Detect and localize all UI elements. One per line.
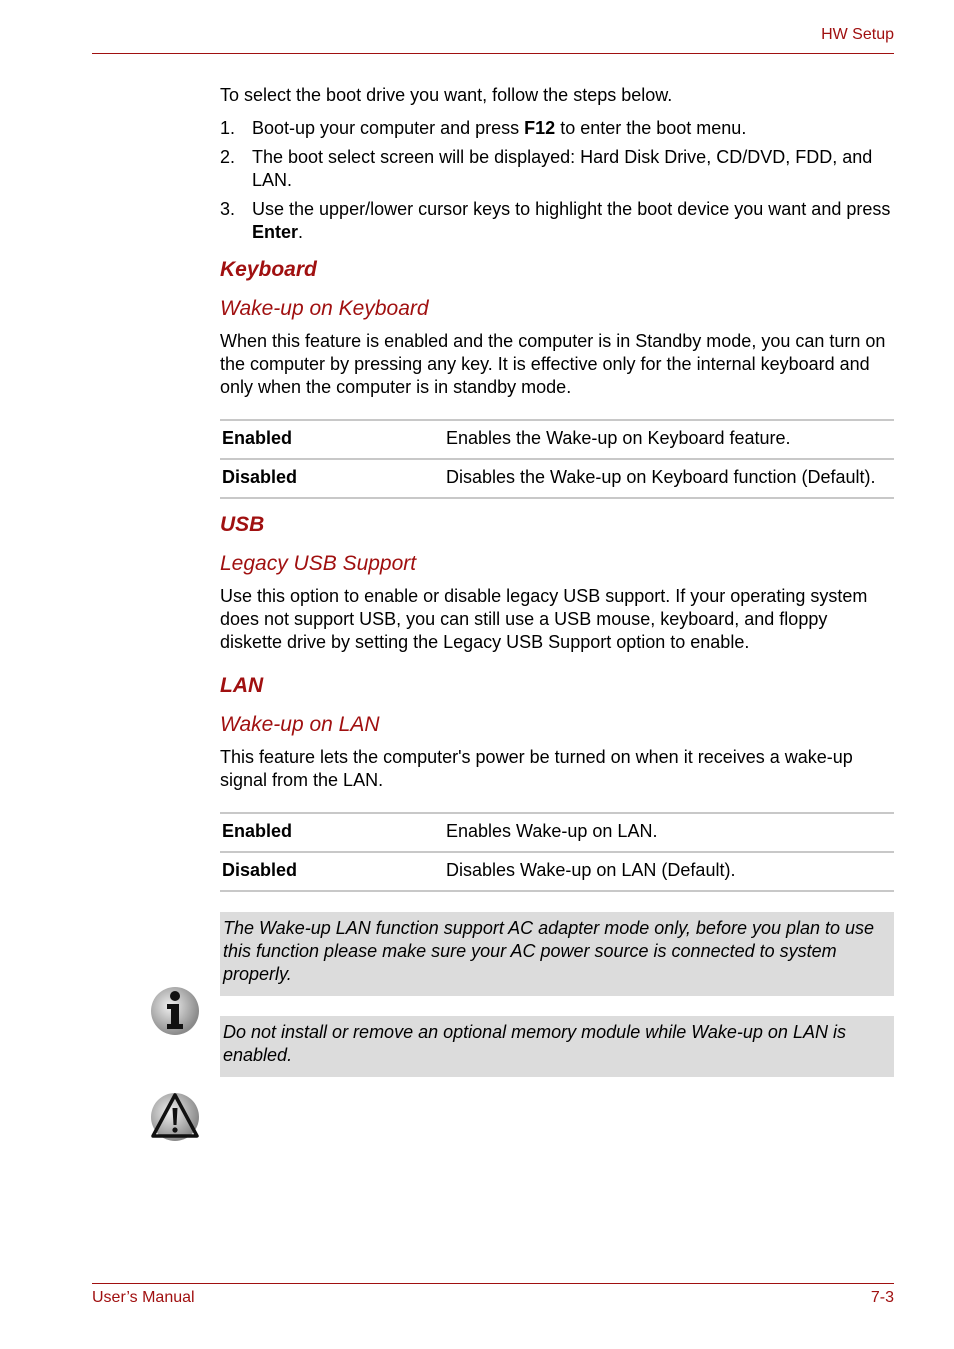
lan-body: This feature lets the computer's power be turned on when it receives a wake-up signal from the LAN. [220,747,853,790]
info-icon [150,986,200,1036]
warning-note-text: Do not install or remove an optional memory module while Wake-up on LAN is enabled. [220,1016,894,1077]
footer-rule [92,1283,894,1284]
list-item: 2. The boot select screen will be displayed: Hard Disk Drive, CD/DVD, FDD, and LAN. [220,147,873,190]
usb-heading: USB [220,513,265,536]
lan-options-table [220,812,894,892]
list-item: 3. Use the upper/lower cursor keys to highlight the boot device you want and press Enter. [220,199,891,242]
wake-up-lan-subheading: Wake-up on LAN [220,713,380,736]
keyboard-heading: Keyboard [220,258,317,281]
info-note-text: The Wake-up LAN function support AC adapter mode only, before you plan to use this function please make sure your AC power source is connected to system properly. [220,912,894,996]
table-row: Enabled Enables the Wake-up on Keyboard feature. [220,420,894,459]
table-row: Disabled Disables Wake-up on LAN (Default). [220,852,894,891]
list-item: 1. Boot-up your computer and press F12 to enter the boot menu. [220,118,747,138]
intro-text: To select the boot drive you want, follow the steps below. [220,85,673,105]
info-note [220,912,894,996]
footer-manual-title: User’s Manual [92,1289,195,1306]
page-content [220,84,894,1077]
page-number: 7-3 [870,1289,894,1306]
wake-up-keyboard-subheading: Wake-up on Keyboard [220,297,429,320]
usb-body: Use this option to enable or disable legacy USB support. If your operating system does not support USB, you can still use a USB mouse, keyboard, and floppy diskette drive by setting the Legacy USB Support option to enable. [220,586,868,652]
page-header-title: HW Setup [821,26,894,43]
warning-note [220,1016,894,1077]
table-row: Enabled Enables Wake-up on LAN. [220,813,894,852]
boot-steps-list [220,117,894,244]
keyboard-body: When this feature is enabled and the computer is in Standby mode, you can turn on the computer by pressing any key. It is effective only for the internal keyboard and only when the computer is in standby mode. [220,331,886,397]
table-row: Disabled Disables the Wake-up on Keyboard function (Default). [220,459,894,498]
keyboard-options-table [220,419,894,499]
header-rule [92,53,894,54]
warning-icon [150,1092,200,1142]
lan-heading: LAN [220,674,264,697]
legacy-usb-subheading: Legacy USB Support [220,552,417,575]
